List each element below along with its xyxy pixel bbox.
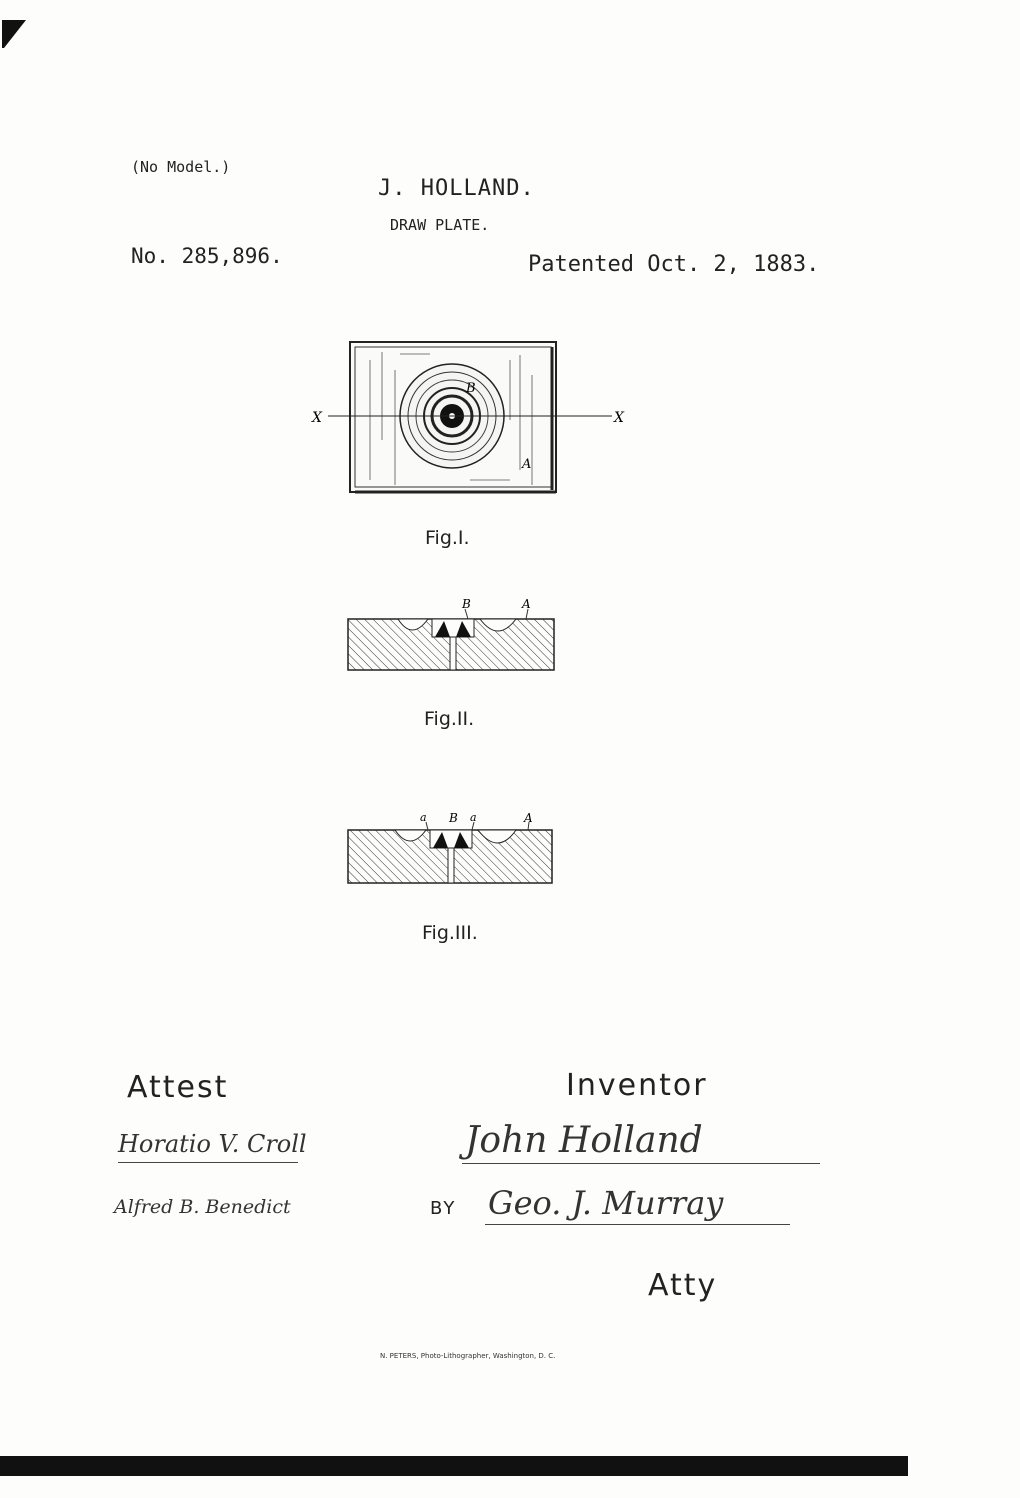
witness-1-signature: Horatio V. Croll [118, 1130, 307, 1158]
by-label: BY [430, 1198, 457, 1219]
scan-corner-mark [0, 18, 30, 58]
fig2-label-a: A [522, 597, 531, 611]
fig1-label-a: A [522, 457, 532, 472]
figure-2-caption: Fig.II. [424, 708, 475, 730]
lithographer-credit: N. PETERS, Photo-Lithographer, Washington, D. C. [380, 1352, 556, 1360]
fig1-label-b: B [466, 381, 476, 396]
witness-1-line [118, 1162, 298, 1163]
figure-3-caption: Fig.III. [422, 922, 478, 944]
fig3-label-a: A [524, 812, 533, 825]
figure-3-cross-section [340, 812, 565, 887]
attorney-label: Atty [648, 1268, 718, 1303]
figure-1-caption: Fig.I. [425, 527, 470, 549]
fig3-label-b: B [449, 812, 458, 825]
attest-heading: Attest [127, 1070, 229, 1105]
inventor-name: J. HOLLAND. [378, 176, 535, 201]
model-note: (No Model.) [131, 158, 231, 176]
section-mark-right: X [614, 410, 624, 426]
invention-title: DRAW PLATE. [390, 216, 490, 234]
patented-date: Patented Oct. 2, 1883. [528, 252, 820, 277]
patent-number: No. 285,896. [131, 244, 283, 268]
attorney-signature: Geo. J. Murray [488, 1184, 724, 1222]
figure-1-top-view [300, 330, 640, 505]
section-mark-left: X [312, 410, 322, 426]
figure-2-cross-section [340, 595, 565, 675]
fig2-label-b: B [462, 597, 471, 611]
attorney-signature-line [485, 1224, 790, 1225]
scan-edge-bar [0, 1456, 908, 1476]
fig3-label-a-left: a [420, 812, 427, 824]
inventor-signature-line [462, 1163, 820, 1164]
witness-2-signature: Alfred B. Benedict [114, 1196, 291, 1218]
inventor-heading: Inventor [566, 1068, 708, 1103]
inventor-signature: John Holland [465, 1120, 703, 1161]
fig3-label-a-right: a [470, 812, 477, 824]
